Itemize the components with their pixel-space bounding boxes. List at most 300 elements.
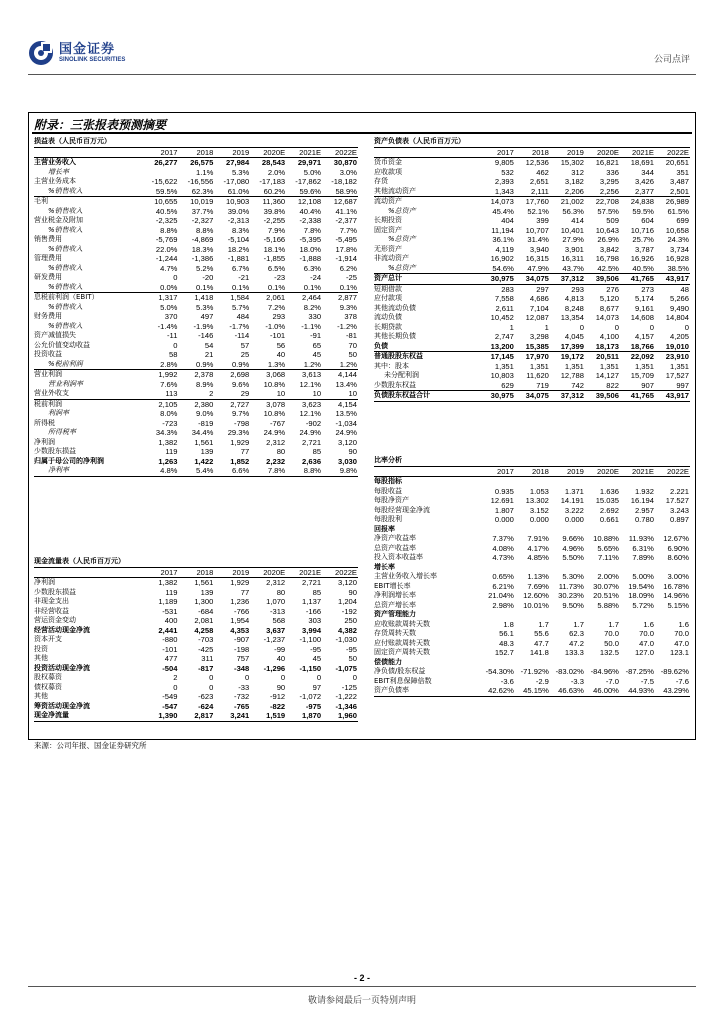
value-cell: 0	[579, 322, 584, 332]
table-row	[374, 506, 690, 516]
value-cell: 2,393	[494, 177, 514, 186]
row-label: 应付款项	[374, 294, 402, 302]
value-cell: 3,613	[302, 370, 322, 379]
row-label: %销售收入	[48, 206, 83, 215]
cash-flow-table	[34, 557, 358, 722]
value-cell: 283	[501, 284, 514, 294]
value-cell: 36.1%	[492, 235, 514, 244]
value-cell: 5.00%	[632, 572, 654, 581]
page-number: - 2 -	[353, 973, 370, 983]
value-cell: 1	[509, 322, 514, 332]
value-cell: 40.5%	[620, 264, 655, 274]
value-cell: 3,068	[266, 370, 286, 379]
value-cell: 3,182	[564, 177, 584, 186]
row-label: 资产负债率	[374, 686, 480, 696]
row-label: 非流动资产	[374, 254, 409, 262]
value-cell: -723	[162, 418, 178, 428]
value-cell: 34,075	[515, 391, 550, 402]
ratio-year-header	[374, 466, 690, 477]
value-cell: 10,803	[490, 371, 514, 380]
value-cell: 8.0%	[160, 409, 178, 418]
value-cell: -5,104	[227, 235, 250, 244]
value-cell: 10,707	[525, 225, 549, 235]
value-cell: 0	[614, 322, 619, 332]
value-cell: 24,838	[630, 197, 654, 206]
value-cell: 1,870	[286, 711, 322, 721]
value-cell: 70.0	[604, 629, 619, 638]
value-cell	[585, 477, 620, 487]
row-label: %销售收入	[48, 244, 83, 253]
value-cell: -732	[234, 692, 250, 701]
value-cell: 7.7%	[339, 225, 357, 235]
value-cell: 16.194	[630, 496, 654, 505]
value-cell	[620, 610, 655, 620]
table-row	[374, 264, 690, 274]
value-cell	[550, 563, 585, 573]
table-row	[374, 254, 690, 264]
value-cell: 3,842	[599, 244, 619, 254]
value-cell: 4,154	[337, 399, 357, 409]
value-cell: 3,120	[337, 437, 357, 447]
table-row	[374, 323, 690, 333]
table-row	[34, 635, 358, 645]
value-cell: 0	[352, 673, 357, 682]
value-cell: 17,760	[525, 197, 549, 206]
table-row	[34, 350, 358, 360]
value-cell: 1,189	[158, 597, 178, 606]
value-cell: 6.31%	[632, 543, 654, 553]
value-cell: -17,183	[259, 177, 286, 186]
value-cell: 14,804	[665, 313, 689, 322]
value-cell: 141.8	[529, 648, 549, 657]
value-cell: -531	[162, 606, 178, 616]
value-cell: -703	[198, 635, 214, 644]
value-cell: 3,426	[634, 177, 654, 186]
value-cell: 48	[680, 284, 689, 294]
value-cell: 2,081	[194, 616, 214, 625]
value-cell: -2,377	[335, 216, 357, 225]
value-cell: 17,145	[490, 352, 514, 361]
value-cell: 1.7	[538, 619, 549, 629]
value-cell: 0.935	[494, 486, 514, 496]
value-cell: 509	[606, 216, 619, 225]
table-row	[374, 274, 690, 285]
value-cell: 1,561	[194, 437, 214, 447]
row-label: 负债股东权益合计	[374, 391, 480, 402]
value-cell: -822	[269, 701, 286, 711]
value-cell: 3,120	[337, 578, 357, 587]
value-cell: -1.1%	[301, 321, 322, 331]
company-logo	[28, 40, 125, 66]
value-cell: -101	[269, 331, 286, 340]
table-row	[34, 626, 358, 636]
value-cell: 2,877	[337, 293, 357, 302]
value-cell: 1,422	[194, 456, 214, 466]
value-cell: -547	[162, 701, 178, 711]
row-label: 所得税	[34, 418, 55, 427]
balance-sheet-table	[374, 137, 690, 402]
value-cell: 2,727	[230, 399, 250, 409]
value-cell: 13,354	[560, 313, 584, 322]
value-cell: 77	[240, 587, 250, 597]
value-cell: 13.4%	[335, 379, 357, 389]
value-cell	[550, 658, 585, 668]
value-cell: 1,519	[250, 711, 286, 721]
value-cell: 30.23%	[558, 591, 584, 600]
value-cell: 50	[348, 350, 357, 359]
value-cell: 56	[276, 340, 286, 350]
value-cell: 61.0%	[214, 187, 250, 197]
value-cell: 123.1	[669, 648, 689, 657]
value-cell	[480, 658, 515, 668]
year-header-cell: 2017	[480, 147, 515, 158]
value-cell: 132.5	[599, 648, 619, 657]
value-cell: 10.8%	[263, 409, 286, 418]
value-cell: -902	[305, 418, 322, 428]
value-cell: 17,527	[665, 371, 689, 380]
value-cell: 0	[209, 673, 214, 682]
value-cell: -166	[305, 606, 322, 616]
value-cell: 31.4%	[527, 235, 549, 244]
value-cell: 10	[322, 389, 358, 399]
value-cell: 43.7%	[550, 264, 585, 274]
value-cell: 1,418	[194, 293, 214, 302]
value-cell: 4,686	[529, 294, 549, 303]
value-cell: 3,940	[529, 244, 549, 254]
value-cell: 293	[571, 284, 584, 294]
row-label: 流动负债	[374, 313, 402, 321]
footer-divider	[28, 986, 696, 987]
row-label: 每股指标	[374, 477, 402, 485]
value-cell: 12.60%	[523, 591, 549, 600]
row-label: 净利率	[34, 466, 143, 476]
value-cell: -684	[198, 606, 214, 616]
year-header-cell: 2021E	[620, 147, 655, 158]
value-cell: 1.13%	[527, 572, 549, 581]
row-label: EBIT利息保障倍数	[374, 676, 432, 685]
row-label: 管理费用	[34, 254, 62, 262]
value-cell: 404	[501, 216, 514, 225]
row-label: 货币资金	[374, 158, 402, 166]
value-cell: 2	[178, 389, 214, 399]
value-cell: 1,351	[494, 361, 514, 371]
value-cell: 16,926	[630, 254, 654, 263]
value-cell: -54.30%	[485, 667, 514, 676]
value-cell: -765	[234, 701, 250, 711]
value-cell: 4,144	[337, 370, 357, 379]
row-label: 营业税金及附加	[34, 216, 83, 224]
value-cell: 2,464	[302, 293, 322, 302]
row-label: %总资产	[374, 264, 480, 274]
value-cell: -1,150	[299, 663, 322, 673]
value-cell: -1.9%	[193, 321, 214, 331]
row-label: 毛利	[34, 197, 48, 205]
value-cell: 4,119	[495, 244, 514, 254]
row-label: 其他流动资产	[374, 187, 480, 197]
value-cell: 9.50%	[562, 600, 584, 610]
value-cell	[655, 610, 690, 620]
value-cell: 37.7%	[191, 206, 214, 216]
value-cell: 45.15%	[515, 686, 550, 696]
value-cell: 54	[204, 340, 214, 350]
cashflow-year-header	[34, 567, 358, 578]
year-header-cell: 2018	[515, 147, 550, 158]
table-row	[34, 428, 358, 438]
value-cell: 4.7%	[160, 263, 178, 273]
value-cell: 3,295	[599, 177, 619, 186]
row-label: 其他	[34, 654, 48, 662]
value-cell: 7.37%	[492, 534, 514, 543]
row-label: 其他长期负债	[374, 332, 416, 340]
value-cell: 5.4%	[178, 466, 214, 476]
value-cell: 43,917	[655, 391, 690, 402]
value-cell	[515, 658, 550, 668]
value-cell: -880	[162, 635, 178, 644]
value-cell: 0.9%	[178, 360, 214, 370]
row-label: 其中：股本	[374, 361, 409, 370]
value-cell	[655, 563, 690, 573]
value-cell: 90	[276, 682, 286, 692]
value-cell: 48.3	[499, 638, 514, 648]
value-cell: -7.6	[675, 676, 689, 686]
value-cell: 16,311	[561, 254, 584, 263]
row-label: 应付账款周转天数	[374, 638, 430, 647]
value-cell: 16,315	[525, 254, 549, 263]
value-cell: -2,255	[263, 216, 286, 225]
value-cell: 57	[240, 340, 250, 350]
value-cell: 50	[348, 654, 357, 663]
year-header-cell: 2021E	[286, 567, 322, 578]
value-cell: 568	[272, 616, 286, 625]
value-cell: -798	[234, 418, 250, 428]
table-row	[374, 572, 690, 582]
value-cell: 22,092	[630, 352, 654, 361]
row-label: 未分配利润	[384, 371, 419, 379]
cashflow-table-title: 现金流量表（人民币百万元）	[34, 557, 358, 567]
row-label: 增长率	[374, 562, 395, 571]
value-cell: 12,788	[560, 371, 584, 380]
value-cell: 38.5%	[655, 264, 690, 274]
value-cell: 40	[276, 654, 286, 663]
value-cell: 1.2%	[286, 360, 322, 370]
row-label: 所得税率	[48, 428, 76, 436]
value-cell: 54.6%	[480, 264, 515, 274]
value-cell: 1.807	[494, 505, 514, 515]
value-cell: -1,030	[335, 635, 357, 644]
value-cell: 50.0	[604, 638, 619, 648]
table-row	[374, 332, 690, 342]
row-label: 股权募资	[34, 673, 62, 681]
value-cell: 42.5%	[585, 264, 620, 274]
value-cell: 0	[173, 340, 178, 350]
row-label: 非现金支出	[34, 597, 69, 605]
value-cell: 19.54%	[628, 581, 654, 591]
row-label: 主营业务收入增长率	[374, 572, 437, 580]
value-cell: -1,100	[299, 635, 322, 644]
value-cell: 10,655	[154, 197, 178, 206]
value-cell: 8.8%	[160, 225, 178, 235]
value-cell: -7.5	[640, 676, 654, 686]
value-cell: -5,166	[263, 235, 286, 244]
value-cell: 1,960	[322, 711, 358, 721]
value-cell: 2,441	[158, 625, 178, 635]
value-cell: 330	[308, 312, 322, 321]
row-label: 营业外收支	[34, 389, 143, 399]
value-cell: -95	[346, 644, 357, 654]
row-label: 固定资产	[374, 225, 402, 234]
table-row	[374, 197, 690, 207]
value-cell: 4.96%	[562, 543, 584, 553]
value-cell: -348	[234, 663, 250, 673]
value-cell: 62.3%	[178, 187, 214, 197]
value-cell: 1,390	[143, 711, 179, 721]
value-cell: 18.1%	[263, 244, 286, 254]
value-cell: 3.222	[564, 505, 584, 515]
value-cell: -15,622	[151, 177, 178, 186]
year-header-cell: 2022E	[322, 147, 358, 158]
value-cell: 2.957	[634, 505, 654, 515]
value-cell: 10	[286, 389, 322, 399]
table-row	[374, 362, 690, 372]
value-cell: 1.7	[608, 619, 619, 629]
table-row	[34, 245, 358, 255]
value-cell: 14,608	[630, 313, 654, 322]
value-cell: 90	[348, 587, 357, 597]
value-cell: 12.1%	[299, 409, 322, 418]
value-cell: 742	[550, 381, 585, 391]
table-row	[34, 419, 358, 429]
value-cell: 90	[348, 447, 357, 456]
year-header-cell: 2017	[480, 466, 515, 477]
value-cell: -1,914	[335, 254, 357, 263]
value-cell: 4.73%	[492, 553, 514, 562]
value-cell: 1,584	[230, 293, 250, 302]
table-row	[374, 610, 690, 620]
value-cell: 70.0	[674, 629, 689, 638]
value-cell: 3,787	[634, 244, 654, 254]
table-row	[34, 158, 358, 168]
value-cell	[550, 477, 585, 487]
value-cell: 0.1%	[322, 283, 358, 293]
value-cell: 23,910	[665, 352, 689, 361]
value-cell: 3.152	[529, 505, 549, 515]
value-cell: 2,377	[620, 187, 655, 197]
income-title-row	[34, 137, 358, 147]
table-row	[34, 293, 358, 303]
year-header-cell: 2020E	[250, 147, 286, 158]
value-cell: -623	[198, 692, 214, 701]
value-cell	[480, 477, 515, 487]
value-cell: 139	[200, 587, 214, 597]
value-cell: 2,061	[266, 293, 286, 302]
value-cell: 7.11%	[597, 553, 619, 562]
value-cell: 7.2%	[267, 302, 286, 312]
row-label: 净资产收益率	[374, 534, 416, 542]
value-cell	[480, 525, 515, 535]
row-label: 存货	[374, 177, 388, 185]
value-cell: 45	[312, 350, 322, 359]
row-label: 资产管理能力	[374, 610, 416, 618]
value-cell: 60.2%	[250, 187, 286, 197]
row-label: 回报率	[374, 524, 395, 533]
row-label: 主营业务收入	[34, 158, 76, 166]
value-cell: 2.8%	[143, 360, 179, 370]
value-cell	[480, 610, 515, 620]
table-row	[34, 303, 358, 313]
year-header-cell: 2019	[550, 147, 585, 158]
table-row	[374, 525, 690, 535]
table-row	[374, 477, 690, 487]
value-cell: -1,386	[191, 254, 214, 263]
year-header-cell: 2019	[214, 567, 250, 578]
value-cell: 59.5%	[632, 206, 654, 216]
value-cell: 8.2%	[303, 302, 322, 312]
value-cell: 12,087	[525, 313, 549, 322]
row-label: 研发费用	[34, 273, 62, 281]
table-row	[34, 235, 358, 245]
value-cell: 6.2%	[339, 263, 357, 273]
value-cell: 133.3	[564, 648, 584, 657]
value-cell: 24.3%	[667, 235, 689, 244]
value-cell	[515, 525, 550, 535]
value-cell: 43.29%	[655, 686, 690, 696]
value-cell: 629	[480, 381, 515, 391]
value-cell: 80	[276, 447, 286, 456]
row-label: 筹资活动现金净流	[34, 701, 90, 710]
value-cell: 10,401	[560, 225, 584, 235]
value-cell: -18,182	[331, 177, 357, 186]
value-cell: 61.5%	[667, 206, 689, 216]
value-cell: 2,721	[302, 437, 322, 447]
table-row	[34, 341, 358, 351]
value-cell: 2,651	[529, 177, 549, 186]
value-cell: 4,353	[230, 625, 250, 635]
brand-name-en: SINOLINK SECURITIES	[59, 56, 126, 63]
value-cell: 47.2	[569, 638, 584, 648]
value-cell: 0	[684, 322, 689, 332]
value-cell: 351	[676, 167, 689, 177]
row-label: 归属于母公司的净利润	[34, 456, 104, 465]
value-cell: 46.63%	[550, 686, 585, 696]
value-cell: 28,543	[261, 158, 286, 167]
value-cell: -3.6	[500, 676, 514, 686]
row-label: %销售收入	[48, 302, 83, 311]
table-row	[374, 563, 690, 573]
value-cell: -1.0%	[265, 321, 286, 331]
value-cell: 5.3%	[196, 302, 214, 312]
row-label: 财务费用	[34, 312, 62, 320]
value-cell: 2.00%	[597, 572, 619, 581]
table-row	[374, 235, 690, 245]
value-cell: 1,992	[158, 370, 178, 379]
value-cell: -71.92%	[520, 667, 549, 676]
year-header-cell: 2018	[178, 147, 214, 158]
row-label: %销售收入	[48, 225, 83, 234]
year-header-cell: 2018	[178, 567, 214, 578]
row-label: 资产减值损失	[34, 331, 76, 339]
value-cell: 14,073	[490, 197, 514, 206]
value-cell: 3,078	[266, 399, 286, 409]
row-label: %销售收入	[48, 263, 83, 272]
value-cell: 57.5%	[597, 206, 619, 216]
table-row	[374, 381, 690, 391]
value-cell: 11.93%	[628, 534, 654, 543]
value-cell: 0	[173, 273, 178, 282]
value-cell: 30.07%	[593, 581, 619, 591]
value-cell: 1,382	[158, 578, 178, 587]
value-cell	[620, 477, 655, 487]
value-cell: 1.053	[529, 486, 549, 496]
